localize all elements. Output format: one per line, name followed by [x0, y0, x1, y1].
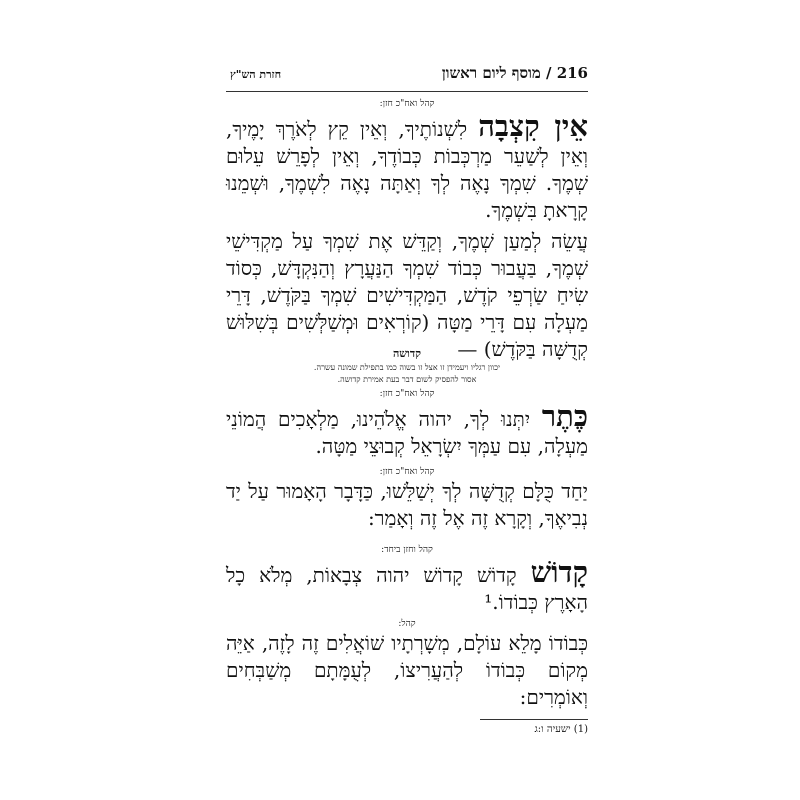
- prayer-page: [226, 58, 588, 758]
- verse-text: יִתְּנוּ לְךָ, יהוה אֱלֹהֵינוּ, מַלְאָכִים הֲמוֹנֵי מַעְלָה, עִם עַמְּךָ יִשְׂרָאֵל קְבוּצֵי מַטָּה.: [226, 407, 588, 458]
- section-kadosh: [226, 544, 588, 616]
- verse-lead-word: כֶּתֶר: [541, 399, 589, 433]
- instruction-note: יכוון רגליו ויעמידן זו אצל זו בשוה כמו בתפילת שמונה עשרה.: [313, 363, 501, 372]
- instruction-note: קהל:: [398, 619, 416, 629]
- verse-lead-word: אֵין קִצְבָה: [478, 109, 589, 143]
- verse-lead-word: קָדוֹשׁ: [530, 555, 588, 589]
- section-kedusha: [226, 341, 588, 460]
- verse-text: עֲשֵׂה לְמַעַן שְׁמֶךָ, וְקַדֵּשׁ אֶת שִׁמְךָ עַל מַקְדִּישֵׁי שְׁמֶךָ, בַּעֲבוּר כְּבוֹד שִׁמְךָ הַנַּעֲרָץ וְהַנִּקְדָּשׁ, כְּסוֹד שִׂיחַ שַׂרְפֵי קֹדֶשׁ, הַמַּקְדִּישִׁים שִׁמְךָ בַּקֹּדֶשׁ, דָּרֵי מַעְלָה עִם דָּרֵי מַטָּה (קוֹרְאִים וּמְשַׁלְּשִׁים בְּשִׁלּוּשׁ קְדֻשָּׁה בַּקֹּדֶשׁ) —: [226, 229, 588, 361]
- verse-ein-kitzvah: [226, 110, 588, 224]
- verse-text: קָדוֹשׁ קָדוֹשׁ יהוה צְבָאוֹת, מְלֹא כָל הָאָרֶץ כְּבוֹדוֹ.¹: [226, 563, 588, 614]
- footnote-rule: [480, 719, 588, 720]
- header-rule: [226, 91, 588, 92]
- verse-keter: [226, 400, 588, 460]
- page-header: [226, 64, 588, 86]
- header-section-label: חזרת הש"ץ: [230, 68, 282, 81]
- section-heading: קדושה: [392, 347, 422, 360]
- verse-text: יַחַד כֻּלָּם קְדֻשָּׁה לְךָ יְשַׁלֵּשׁוּ, כַּדָּבָר הָאָמוּר עַל יַד נְבִיאֶךָ, וְקָרָא זֶה אֶל זֶה וְאָמַר:: [226, 479, 588, 530]
- section-yachad: [226, 466, 588, 532]
- verse-text: לִשְׁנוֹתֶיךָ, וְאֵין קֵץ לְאֹרֶךְ יָמֶיךָ, וְאֵין לְשַׁעֵר מַרְכְּבוֹת כְּבוֹדֶךָ, וְאֵין לְפָרֵשׁ עֵלוּם שְׁמֶךָ. שִׁמְךָ נָאֶה לְךָ וְאַתָּה נָאֶה לִשְׁמֶךָ, וּשְׁמֵנוּ קָרָאתָ בִּשְׁמֶךָ.: [226, 117, 588, 222]
- header-page-title: 216 / מוסף ליום ראשון: [441, 64, 588, 82]
- instruction-note: קהל ואח"כ חזן:: [379, 389, 435, 399]
- verse-yachad: [226, 478, 588, 532]
- verse-kevodo: [226, 630, 588, 711]
- footnote: (1) ישעיה ו:ג: [534, 724, 588, 735]
- section-ein-kitzvah: [226, 98, 588, 363]
- instruction-note: קהל ואח"כ חזן:: [379, 99, 435, 109]
- instruction-note: קהל ואח"כ חזן:: [379, 467, 435, 477]
- instruction-note: קהל וחזן ביחד:: [381, 545, 433, 555]
- verse-text: כְּבוֹדוֹ מָלֵא עוֹלָם, מְשָׁרְתָיו שׁוֹאֲלִים זֶה לָזֶה, אַיֵּה מְקוֹם כְּבוֹדוֹ לְהַעֲרִיצוֹ, לְעֻמָּתָם מְשַׁבְּחִים וְאוֹמְרִים:: [226, 631, 588, 709]
- verse-kadosh: [226, 556, 588, 616]
- section-kevodo: [226, 618, 588, 711]
- instruction-note: אסור להפסיק לשום דבר בעת אמירת קדושה.: [337, 375, 477, 384]
